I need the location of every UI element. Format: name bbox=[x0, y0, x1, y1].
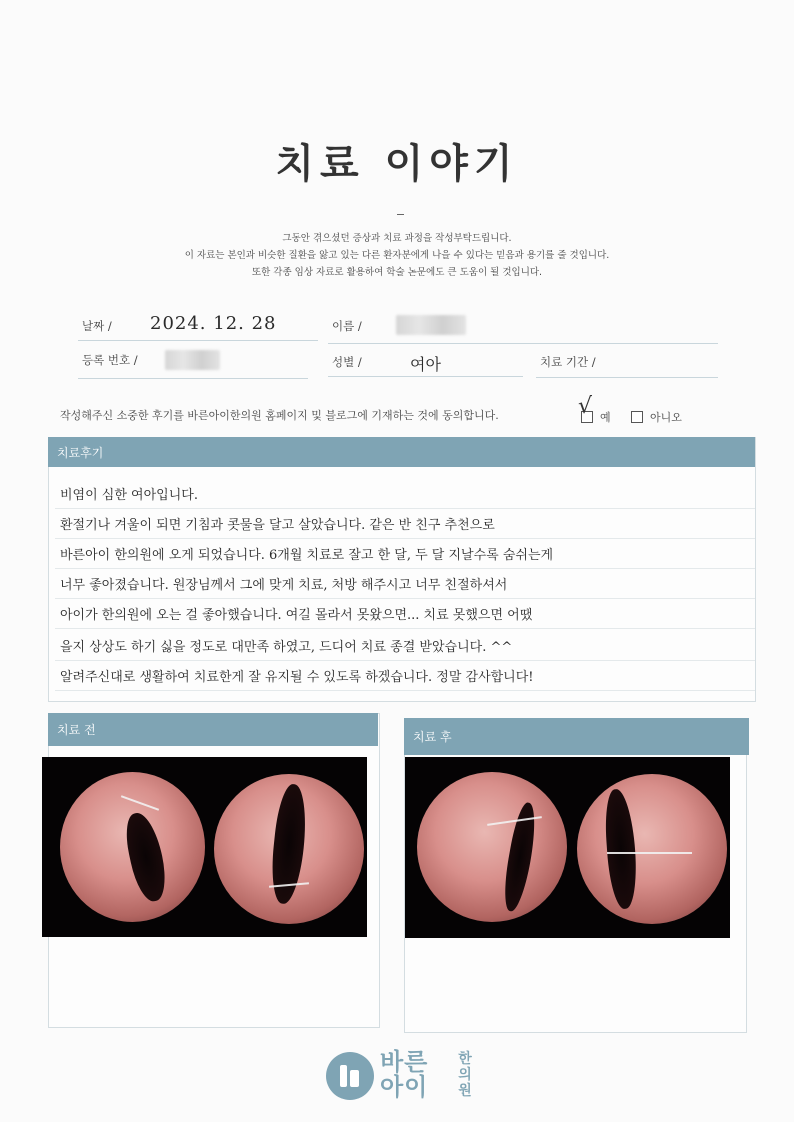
ruled-line bbox=[55, 690, 755, 691]
title-divider bbox=[397, 214, 404, 215]
name-redacted bbox=[396, 315, 466, 335]
registration-redacted bbox=[165, 350, 220, 370]
name-label: 이름 / bbox=[332, 319, 362, 333]
review-line: 알려주신대로 생활하여 치료한게 잘 유지될 수 있도록 하겠습니다. 정말 감사합니다! bbox=[60, 670, 534, 685]
review-box bbox=[48, 437, 756, 702]
ruled-line bbox=[55, 598, 755, 599]
review-line: 환절기나 겨울이 되면 기침과 콧물을 달고 살았습니다. 같은 반 친구 추천으로 bbox=[60, 518, 495, 533]
review-line: 비염이 심한 여아입니다. bbox=[60, 488, 198, 503]
gender-underline bbox=[328, 376, 523, 377]
period-label: 치료 기간 / bbox=[540, 355, 596, 369]
after-right-scope-image bbox=[577, 774, 727, 924]
intro-text bbox=[0, 230, 794, 281]
date-underline bbox=[78, 340, 318, 341]
ruled-line bbox=[55, 508, 755, 509]
gender-label: 성별 / bbox=[332, 355, 362, 369]
consent-yes-label: 예 bbox=[600, 411, 611, 424]
before-endoscope-photo bbox=[42, 757, 367, 937]
ruled-line bbox=[55, 660, 755, 661]
ruled-line bbox=[55, 538, 755, 539]
consent-no-label: 아니오 bbox=[650, 411, 682, 424]
logo-line-2: 아이 bbox=[380, 1073, 429, 1101]
ruled-line bbox=[55, 568, 755, 569]
check-mark-icon: √ bbox=[578, 394, 593, 419]
before-left-scope-image bbox=[60, 772, 205, 922]
review-line: 아이가 한의원에 오는 걸 좋아했습니다. 여길 몰라서 못왔으면... 치료 못했으면 어땠 bbox=[60, 608, 533, 623]
before-header: 치료 전 bbox=[48, 713, 378, 746]
after-header: 치료 후 bbox=[404, 718, 749, 755]
clinic-logo-icon bbox=[326, 1052, 374, 1100]
review-line: 바른아이 한의원에 오게 되었습니다. 6개월 치료로 잘고 한 달, 두 달 지날수록 숨쉬는게 bbox=[60, 548, 554, 563]
name-underline bbox=[328, 343, 718, 344]
review-line: 너무 좋아졌습니다. 원장님께서 그에 맞게 치료, 처방 해주시고 너무 친절하셔서 bbox=[60, 578, 508, 593]
clinic-logo-text bbox=[380, 1050, 428, 1100]
date-value[interactable]: 2024. 12. 28 bbox=[150, 313, 277, 334]
gender-value[interactable]: 여아 bbox=[410, 355, 441, 374]
consent-text: 작성해주신 소중한 후기를 바른아이한의원 홈페이지 및 블로그에 기재하는 것에 동의합니다. bbox=[60, 409, 499, 422]
after-left-scope-image bbox=[417, 772, 567, 922]
logo-clinic-word: 한의원 bbox=[458, 1051, 472, 1099]
registration-label: 등록 번호 / bbox=[82, 353, 138, 367]
after-endoscope-photo bbox=[405, 757, 730, 938]
page-title: 치료 이야기 bbox=[275, 141, 519, 187]
intro-line-1: 그동안 겪으셨던 증상과 치료 과정을 작성부탁드립니다. bbox=[282, 233, 512, 244]
date-label: 날짜 / bbox=[82, 319, 112, 333]
intro-line-2: 이 자료는 본인과 비슷한 질환을 앓고 있는 다른 환자분에게 나을 수 있다는 믿음과 용기를 줄 것입니다. bbox=[184, 250, 610, 261]
logo-line-1: 바른 bbox=[380, 1048, 429, 1076]
registration-underline bbox=[78, 378, 308, 379]
review-line: 을지 상상도 하기 싫을 정도로 대만족 하였고, 드디어 치료 종결 받았습니다. ^^ bbox=[60, 640, 513, 655]
intro-line-3: 또한 각종 임상 자료로 활용하여 학술 논문에도 큰 도움이 될 것입니다. bbox=[251, 267, 543, 278]
period-underline bbox=[536, 377, 718, 378]
consent-no-checkbox[interactable] bbox=[631, 411, 643, 423]
before-right-scope-image bbox=[214, 774, 364, 924]
ruled-line bbox=[55, 628, 755, 629]
review-header: 치료후기 bbox=[48, 437, 755, 467]
